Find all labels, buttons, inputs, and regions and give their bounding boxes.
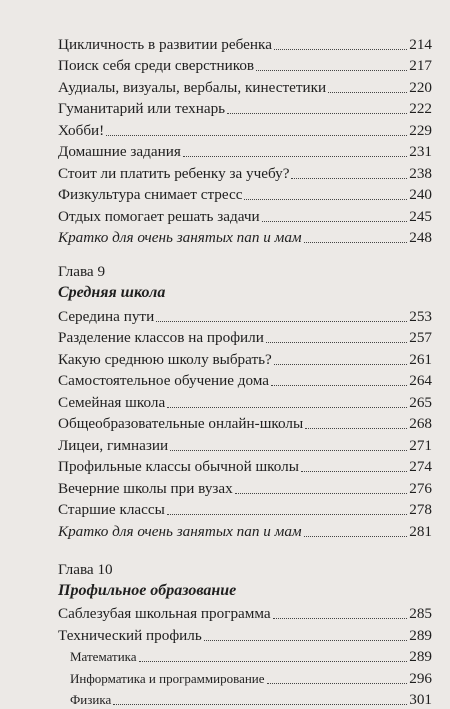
dot-leader (235, 493, 407, 494)
toc-entry-title: Отдых помогает решать задачи (58, 208, 260, 226)
toc-entry-page: 265 (409, 394, 432, 412)
dot-leader (227, 113, 407, 114)
toc-entry-title: Кратко для очень занятых пап и мам (58, 523, 302, 541)
toc-entry-title: Середина пути (58, 308, 154, 326)
toc-entry-title: Стоит ли платить ребенку за учебу? (58, 165, 289, 183)
dot-leader (170, 450, 407, 451)
toc-entry-page: 229 (409, 122, 432, 140)
toc-entry-title: Гуманитарий или технарь (58, 100, 225, 118)
toc-entry-title: Семейная школа (58, 394, 165, 412)
toc-entry-page: 276 (409, 480, 432, 498)
dot-leader (301, 471, 407, 472)
toc-entry-page: 231 (409, 143, 432, 161)
toc-entry (58, 369, 432, 391)
toc-entry-page: 264 (409, 372, 432, 390)
toc-entry-title: Хобби! (58, 122, 104, 140)
toc-entry (58, 204, 432, 226)
toc-entry-title: Домашние задания (58, 143, 181, 161)
toc-entry-title: Профильные классы обычной школы (58, 458, 299, 476)
toc-subentry (58, 645, 432, 667)
dot-leader (262, 221, 408, 222)
toc-entry-page: 278 (409, 501, 432, 519)
toc-entry (58, 161, 432, 183)
toc-entry-page: 217 (409, 57, 432, 75)
toc-entry-title: Разделение классов на профили (58, 329, 264, 347)
dot-leader (291, 178, 407, 179)
chapter-entries (58, 602, 432, 709)
toc-entry (58, 118, 432, 140)
toc-entry (58, 347, 432, 369)
dot-leader (274, 49, 407, 50)
toc-entry-title: Физкультура снимает стресс (58, 186, 242, 204)
dot-leader (244, 199, 407, 200)
dot-leader (304, 536, 408, 537)
dot-leader (156, 321, 407, 322)
dot-leader (204, 640, 407, 641)
dot-leader (167, 407, 407, 408)
toc-entry (58, 140, 432, 162)
chapter-9 (58, 261, 432, 541)
toc-entry (58, 304, 432, 326)
toc-entry (58, 97, 432, 119)
toc-entry-page: 289 (409, 627, 432, 645)
toc-entry (58, 412, 432, 434)
toc-entry-title: Старшие классы (58, 501, 165, 519)
toc-entry-title: Информатика и программирование (70, 670, 265, 688)
toc-entry-title: Поиск себя среди сверстников (58, 57, 254, 75)
dot-leader (328, 92, 407, 93)
toc-entry-title: Вечерние школы при вузах (58, 480, 233, 498)
toc-entry-title: Общеобразовательные онлайн-школы (58, 415, 303, 433)
toc-entry-title: Физика (70, 691, 111, 709)
toc-entry-title: Саблезубая школьная программа (58, 605, 271, 623)
dot-leader (304, 242, 408, 243)
toc-section-continued (58, 32, 432, 247)
toc-entry (58, 602, 432, 624)
dot-leader (167, 514, 407, 515)
toc-entry-page: 268 (409, 415, 432, 433)
dot-leader (139, 661, 408, 662)
toc-entry-page: 214 (409, 36, 432, 54)
toc-entry (58, 519, 432, 541)
toc-entry-page: 222 (409, 100, 432, 118)
toc-entry-page: 271 (409, 437, 432, 455)
toc-entry (58, 326, 432, 348)
toc-entry-page: 220 (409, 79, 432, 97)
toc-entry-page: 289 (409, 648, 432, 666)
dot-leader (273, 618, 408, 619)
dot-leader (305, 428, 407, 429)
dot-leader (266, 342, 407, 343)
chapter-label: Глава 10 (58, 559, 432, 580)
toc-entry-page: 253 (409, 308, 432, 326)
dot-leader (113, 704, 407, 705)
toc-entry (58, 433, 432, 455)
toc-entry (58, 390, 432, 412)
toc-entry-title: Лицеи, гимназии (58, 437, 168, 455)
toc-entry (58, 476, 432, 498)
toc-entry-title: Цикличность в развитии ребенка (58, 36, 272, 54)
toc-entry-page: 285 (409, 605, 432, 623)
toc-entry-page: 248 (409, 229, 432, 247)
dot-leader (106, 135, 407, 136)
chapter-title: Профильное образование (58, 580, 432, 601)
dot-leader (271, 385, 407, 386)
toc-entry-title: Самостоятельное обучение дома (58, 372, 269, 390)
dot-leader (183, 156, 407, 157)
chapter-entries (58, 304, 432, 541)
toc-entry-title: Кратко для очень занятых пап и мам (58, 229, 302, 247)
toc-entry-title: Технический профиль (58, 627, 202, 645)
toc-entry-title: Математика (70, 648, 137, 666)
toc-subentry (58, 688, 432, 709)
toc-entry-page: 301 (409, 691, 432, 709)
toc-entry-page: 238 (409, 165, 432, 183)
toc-entry (58, 183, 432, 205)
toc-entry-page: 245 (409, 208, 432, 226)
dot-leader (267, 683, 408, 684)
toc-entry (58, 623, 432, 645)
toc-entry (58, 54, 432, 76)
toc-entry-page: 281 (409, 523, 432, 541)
toc-entry-page: 240 (409, 186, 432, 204)
toc-entry (58, 32, 432, 54)
toc-entry (58, 75, 432, 97)
toc-entry-page: 274 (409, 458, 432, 476)
toc-entry-page: 261 (409, 351, 432, 369)
toc-entry-page: 257 (409, 329, 432, 347)
toc-entry-title: Какую среднюю школу выбрать? (58, 351, 272, 369)
dot-leader (274, 364, 407, 365)
chapter-title: Средняя школа (58, 282, 432, 303)
chapter-label: Глава 9 (58, 261, 432, 282)
toc-subentry (58, 666, 432, 688)
toc-entry (58, 226, 432, 248)
toc-entry-page: 296 (409, 670, 432, 688)
toc-entry-title: Аудиалы, визуалы, вербалы, кинестетики (58, 79, 326, 97)
toc-entry (58, 498, 432, 520)
chapter-10 (58, 559, 432, 709)
toc-entry (58, 455, 432, 477)
dot-leader (256, 70, 407, 71)
